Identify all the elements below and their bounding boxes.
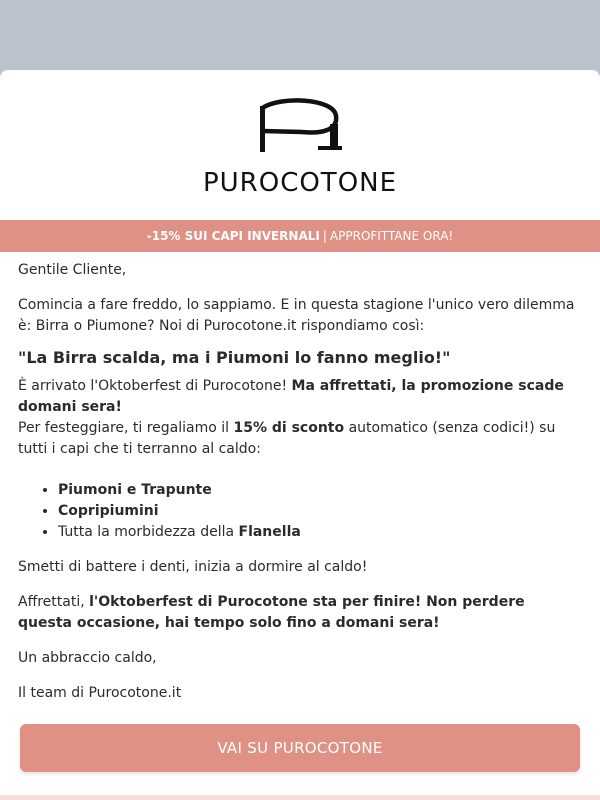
list-item-bold: Flanella (238, 524, 301, 540)
warm-paragraph: Smetti di battere i denti, inizia a dormire al caldo! (18, 559, 368, 575)
final-urgency-paragraph (18, 592, 582, 634)
promo-cta-link[interactable]: APPROFITTANE ORA! (329, 229, 454, 243)
brand-name: PUROCOTONE (202, 168, 398, 198)
greeting: Gentile Cliente, (18, 262, 127, 278)
final-urgency-text: Affrettati, (18, 594, 90, 610)
list-item (58, 480, 582, 501)
discount-paragraph (18, 418, 582, 460)
signature: Il team di Purocotone.it (18, 685, 182, 701)
header-background (0, 0, 600, 70)
closing: Un abbraccio caldo, (18, 650, 157, 666)
headline: "La Birra scalda, ma i Piumoni lo fanno meglio!" (18, 348, 451, 367)
product-list (18, 480, 582, 543)
visit-purocotone-button[interactable]: VAI SU PUROCOTONE (20, 724, 580, 772)
promo-highlight: -15% SUI CAPI INVERNALI (146, 229, 320, 243)
purocotone-p-logo-icon (258, 96, 342, 154)
intro-paragraph: Comincia a fare freddo, lo sappiamo. E in questa stagione l'unico vero dilemma è: Birra o Piumone? Noi di Purocotone.it rispondiamo così: (18, 297, 575, 334)
list-item (58, 522, 582, 543)
list-item-label: Copripiumini (58, 503, 159, 519)
list-item-label: Piumoni e Trapunte (58, 482, 212, 498)
discount-text-pre: Per festeggiare, ti regaliamo il (18, 420, 234, 436)
discount-text-post: automatico (senza codici!) su tutti i capi che ti terranno al caldo: (18, 420, 556, 457)
discount-bold: 15% di sconto (233, 420, 345, 436)
list-item (58, 501, 582, 522)
footer-strip (0, 795, 600, 800)
promo-banner[interactable] (0, 220, 600, 252)
urgency-bold: Ma affrettati, la promozione scade domani sera! (18, 378, 564, 415)
list-item-text: Tutta la morbidezza della (58, 524, 239, 540)
urgency-paragraph (18, 376, 582, 418)
urgency-text: È arrivato l'Oktoberfest di Purocotone! (18, 378, 292, 394)
final-urgency-bold: l'Oktoberfest di Purocotone sta per finire! Non perdere questa occasione, hai tempo solo fino a domani sera! (18, 594, 525, 631)
logo-header (0, 70, 600, 220)
email-card (0, 70, 600, 800)
email-body (0, 252, 600, 704)
promo-separator: | (322, 229, 327, 243)
